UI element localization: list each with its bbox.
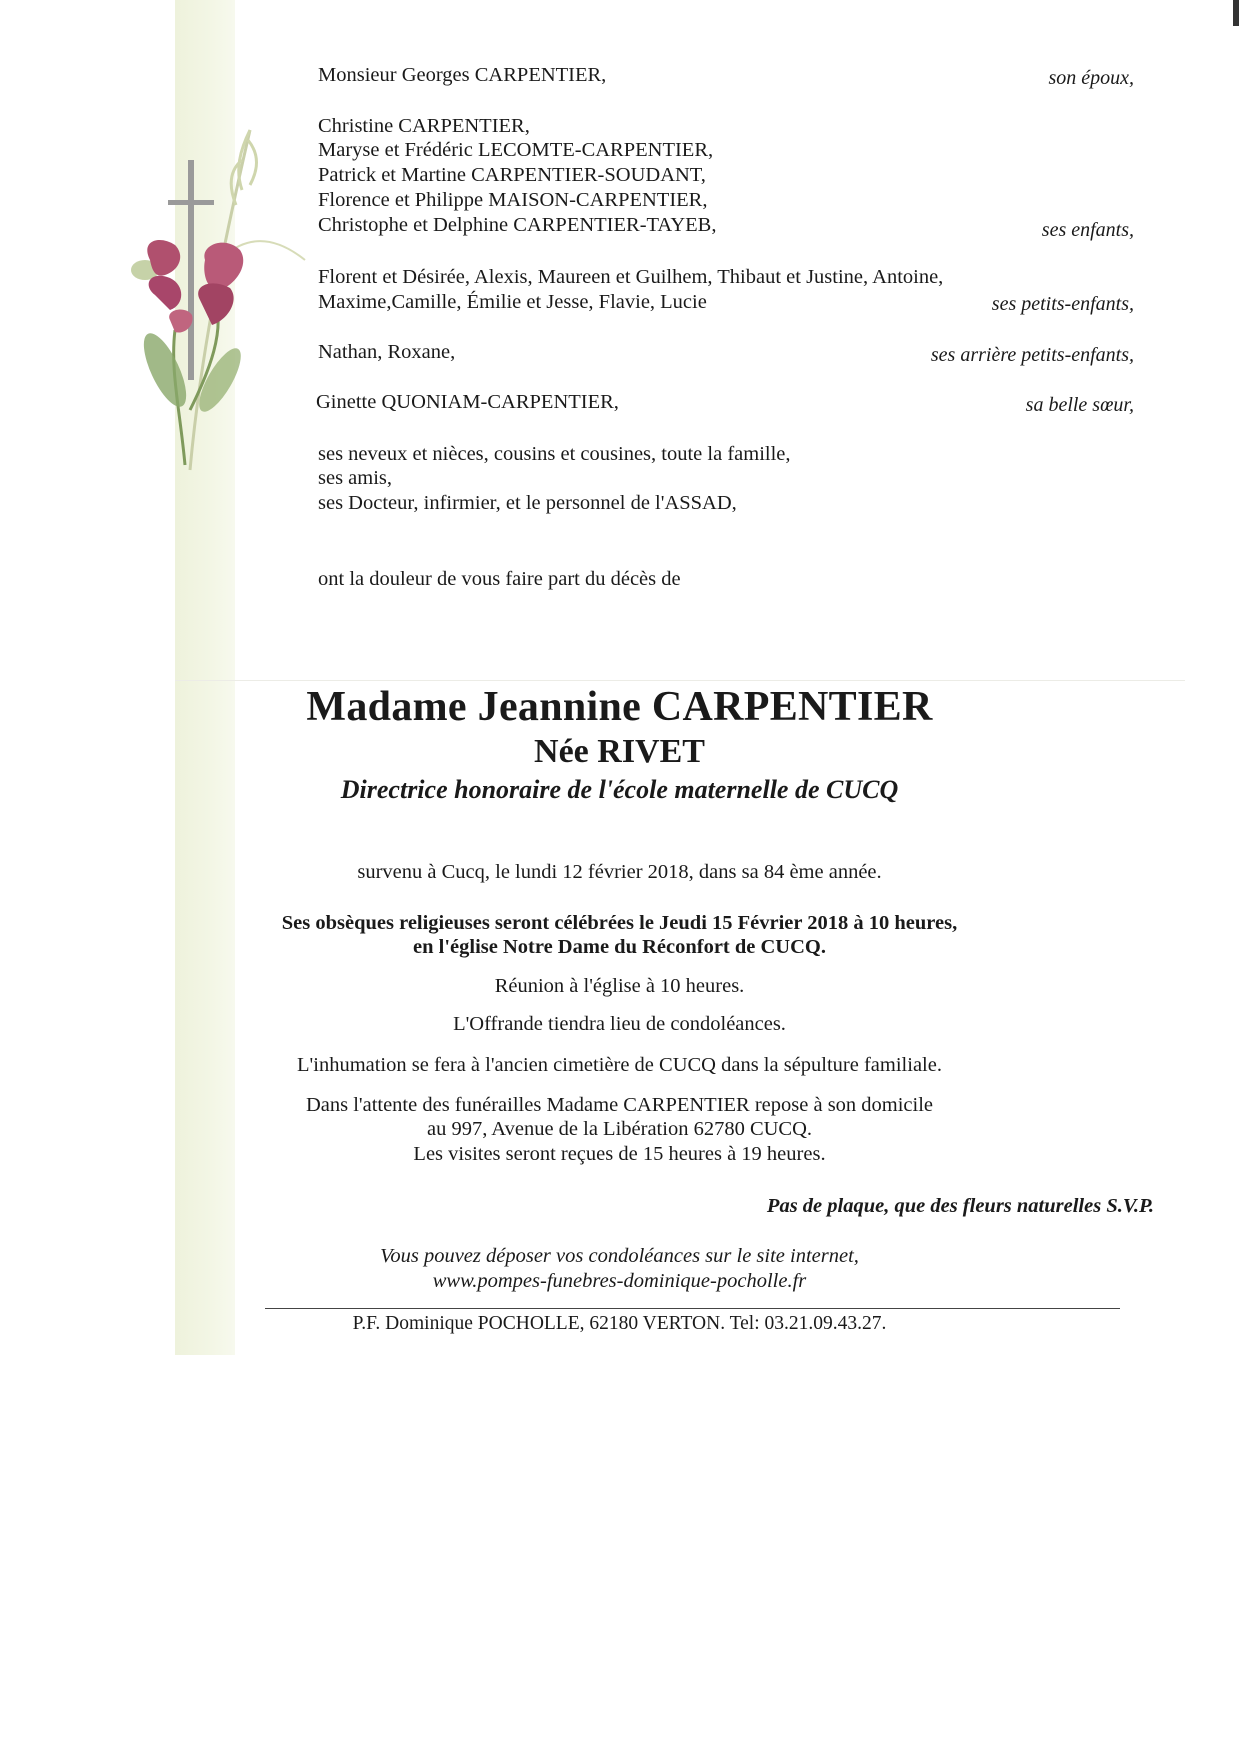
child-1: Christine CARPENTIER, — [318, 115, 530, 137]
sister-in-law-role: sa belle sœur, — [1025, 394, 1134, 416]
announcement: ont la douleur de vous faire part du décès de — [318, 568, 681, 590]
child-3: Patrick et Martine CARPENTIER-SOUDANT, — [318, 164, 706, 186]
death-info: survenu à Cucq, le lundi 12 février 2018, dans sa 84 ème année. — [357, 861, 882, 883]
condolences-line-1: Vous pouvez déposer vos condoléances sur le site internet, — [380, 1245, 859, 1267]
rest-line-1: Dans l'attente des funérailles Madame CARPENTIER repose à son domicile — [305, 1094, 934, 1116]
great-grandchildren: Nathan, Roxane, — [318, 341, 456, 363]
spouse-role: son époux, — [1048, 67, 1134, 89]
flowers-note: Pas de plaque, que des fleurs naturelles S.V.P. — [766, 1195, 1154, 1217]
others-line-2: ses amis, — [318, 467, 393, 489]
corner-mark — [1233, 0, 1239, 26]
child-4: Florence et Philippe MAISON-CARPENTIER, — [318, 189, 708, 211]
others-line-1: ses neveux et nièces, cousins et cousines, toute la famille, — [318, 443, 791, 465]
maiden-name: Née RIVET — [534, 733, 705, 770]
grandchildren-role: ses petits-enfants, — [991, 293, 1134, 315]
rest-line-2: au 997, Avenue de la Libération 62780 CUCQ. — [426, 1118, 813, 1140]
child-5: Christophe et Delphine CARPENTIER-TAYEB, — [318, 214, 717, 236]
others-line-3: ses Docteur, infirmier, et le personnel de l'ASSAD, — [318, 492, 737, 514]
funeral-line-1: Ses obsèques religieuses seront célébrées le Jeudi 15 Février 2018 à 10 heures, — [281, 912, 958, 934]
burial-info: L'inhumation se fera à l'ancien cimetière de CUCQ dans la sépulture familiale. — [297, 1054, 942, 1076]
fold-line — [175, 680, 1185, 681]
child-2: Maryse et Frédéric LECOMTE-CARPENTIER, — [318, 139, 714, 161]
footer-contact: P.F. Dominique POCHOLLE, 62180 VERTON. Tel: 03.21.09.43.27. — [352, 1313, 887, 1334]
rest-line-3: Les visites seront reçues de 15 heures à 19 heures. — [413, 1143, 826, 1165]
condolences-website: www.pompes-funebres-dominique-pocholle.fr — [432, 1270, 807, 1292]
deceased-name: Madame Jeannine CARPENTIER — [306, 684, 933, 730]
funeral-line-2: en l'église Notre Dame du Réconfort de CUCQ. — [413, 936, 826, 958]
offering-info: L'Offrande tiendra lieu de condoléances. — [453, 1013, 786, 1035]
footer-rule — [265, 1308, 1120, 1309]
spouse-name: Monsieur Georges CARPENTIER, — [318, 64, 607, 86]
grandchildren-line-1: Florent et Désirée, Alexis, Maureen et Guilhem, Thibaut et Justine, Antoine, — [318, 266, 944, 288]
meeting-info: Réunion à l'église à 10 heures. — [494, 975, 745, 997]
flower-decoration — [130, 110, 310, 480]
deceased-function: Directrice honoraire de l'école maternelle de CUCQ — [340, 775, 899, 804]
great-grandchildren-role: ses arrière petits-enfants, — [930, 344, 1134, 366]
grandchildren-line-2: Maxime,Camille, Émilie et Jesse, Flavie, Lucie — [318, 291, 707, 313]
children-role: ses enfants, — [1041, 219, 1134, 241]
sister-in-law: Ginette QUONIAM-CARPENTIER, — [316, 391, 619, 413]
